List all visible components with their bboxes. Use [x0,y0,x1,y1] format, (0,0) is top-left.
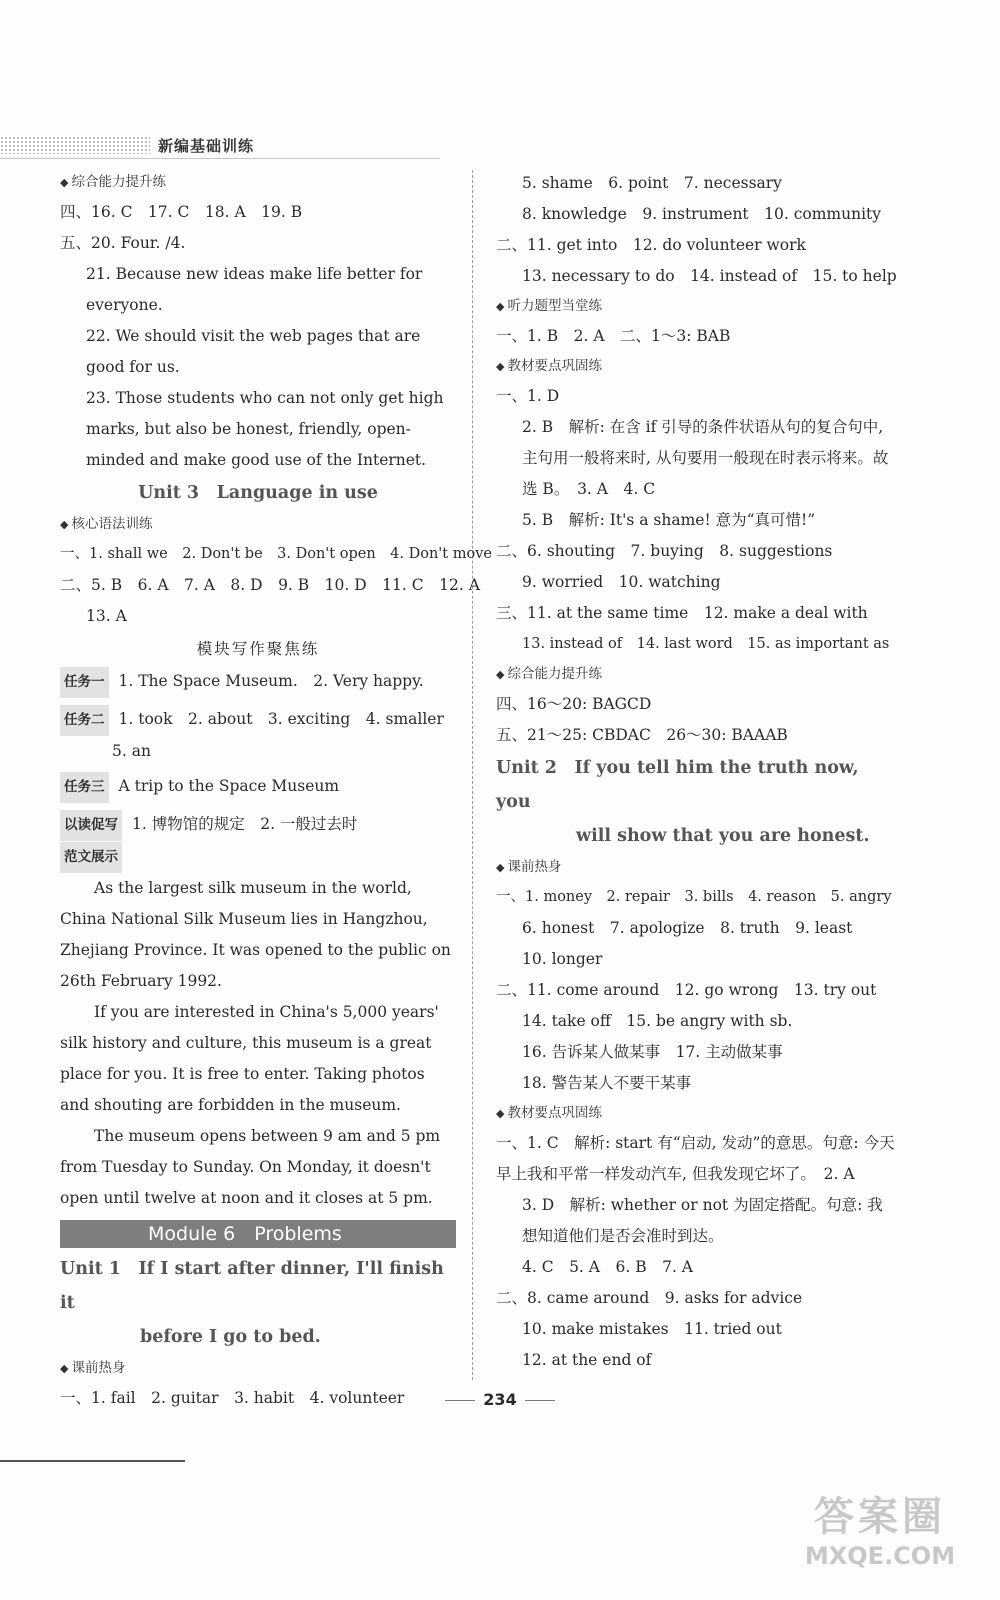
diamond-icon: ◆ [60,518,69,531]
page-number: 234 [0,1390,1000,1409]
sample-paragraph: If you are interested in China's 5,000 years' silk history and culture, this museum is a great place for you. It is free to enter. Taking photos and shouting are forbidden in the museum. [60,1003,439,1114]
section-heading: ◆ 课前热身 [60,1360,126,1376]
task-line: 任务三 A trip to the Space Museum [60,771,456,803]
answer-line: 14. take off 15. be angry with sb. [522,1012,793,1030]
answer-line: 一、1. D [496,387,560,405]
answer-line: 五、21～25: CBDAC 26～30: BAAAB [496,726,788,744]
task-line: 以读促写 1. 博物馆的规定 2. 一般过去时 [60,809,456,841]
answer-line: 二、11. come around 12. go wrong 13. try out [496,981,877,999]
answer-line: 三、11. at the same time 12. make a deal with [496,604,868,622]
header-title: 新编基础训练 [158,136,255,155]
answer-line: 一、1. fail 2. guitar 3. habit 4. volunteer [60,1389,405,1407]
sample-label-line [60,841,456,873]
answer-line: 10. make mistakes 11. tried out [522,1320,782,1338]
watermark-logo: 答案圈 MXQE.COM [804,1494,956,1570]
answer-line: 5. shame 6. point 7. necessary [522,174,782,192]
section-heading: ◆ 综合能力提升练 [60,174,166,190]
answer-line: 五、20. Four. /4. [60,234,186,252]
answer-line: 四、16. C 17. C 18. A 19. B [60,203,303,221]
diamond-icon: ◆ [60,176,69,189]
answer-line: 四、16～20: BAGCD [496,695,652,713]
task-label: 任务一 [60,667,109,698]
answer-line: 13. A [86,607,127,625]
sample-paragraph: As the largest silk museum in the world, China National Silk Museum lies in Hangzhou, Zhejiang Province. It was opened to the public on 26th February 1992. [60,879,451,990]
answer-line: 一、1. shall we 2. Don't be 3. Don't open 4. Don't move [60,546,492,562]
answer-line: 16. 告诉某人做某事 17. 主动做某事 [522,1043,783,1061]
column-divider [472,170,473,1380]
answer-line: 21. Because new ideas make life better for everyone. [86,265,423,314]
answer-line: 2. B 解析: 在含 if 引导的条件状语从句的复合句中, 主句用一般将来时, 从句要用一般现在时表示将来。故选 B。 3. A 4. C [522,418,889,498]
answer-line: 13. necessary to do 14. instead of 15. to help [522,267,897,285]
diamond-icon: ◆ [496,360,505,373]
answer-line: 9. worried 10. watching [522,573,721,591]
answer-line: 23. Those students who can not only get high marks, but also be honest, friendly, open-minded and make good use of the Internet. [86,389,444,469]
answer-line: 18. 警告某人不要干某事 [522,1074,692,1092]
answer-line: 13. instead of 14. last word 15. as important as [522,636,890,652]
answer-line: 4. C 5. A 6. B 7. A [522,1258,693,1276]
unit-title: Unit 3 Language in use [138,483,378,503]
answer-line: 12. at the end of [522,1351,652,1369]
section-heading: ◆ 核心语法训练 [60,516,153,532]
header-rule [0,158,440,159]
bottom-rule [0,1460,185,1462]
answer-line: 二、6. shouting 7. buying 8. suggestions [496,542,833,560]
left-column [60,168,492,1414]
task-label: 范文展示 [60,842,122,873]
diamond-icon: ◆ [496,1107,505,1120]
answer-line: 5. B 解析: It's a shame! 意为“真可惜!” [522,511,816,529]
answer-line: 6. honest 7. apologize 8. truth 9. least [522,919,853,937]
task-label: 任务三 [60,772,109,803]
answer-line: 一、1. C 解析: start 有“启动, 发动”的意思。句意: 今天早上我和平常一样发动汽车, 但我发现它坏了。 2. A [496,1134,895,1183]
diamond-icon: ◆ [496,300,505,313]
answer-line: 10. longer [522,950,603,968]
answer-line: 一、1. money 2. repair 3. bills 4. reason 5. angry [496,889,892,905]
diamond-icon: ◆ [496,668,505,681]
header-dot-pattern [0,136,150,154]
unit-heading: Unit 1 If I start after dinner, I'll finish it before I go to bed. [60,1259,444,1347]
answer-line: 22. We should visit the web pages that are good for us. [86,327,421,376]
writing-section-title: 模块写作聚焦练 [196,640,320,658]
section-heading: ◆ 课前热身 [496,859,562,875]
sample-paragraph: The museum opens between 9 am and 5 pm from Tuesday to Sunday. On Monday, it doesn't open until twelve at noon and it closes at 5 pm. [60,1127,441,1207]
right-column [496,168,896,1376]
answer-line: 8. knowledge 9. instrument 10. community [522,205,882,223]
answer-line: 二、8. came around 9. asks for advice [496,1289,803,1307]
task-line: 任务一 1. The Space Museum. 2. Very happy. [60,666,456,698]
unit-heading: Unit 2 If you tell him the truth now, you will show that you are honest. [496,758,870,846]
answer-line: 3. D 解析: whether or not 为固定搭配。句意: 我想知道他们是否会准时到达。 [522,1196,883,1245]
section-heading: ◆ 教材要点巩固练 [496,1105,602,1121]
diamond-icon: ◆ [496,861,505,874]
module-banner: Module 6 Problems [60,1220,456,1248]
page-header [0,134,300,156]
answer-line: 二、5. B 6. A 7. A 8. D 9. B 10. D 11. C 12. A [60,576,480,594]
answer-line: 一、1. B 2. A 二、1～3: BAB [496,327,731,345]
answer-line: 二、11. get into 12. do volunteer work [496,236,806,254]
task-line: 5. an [112,742,151,760]
task-label: 任务二 [60,705,109,736]
task-label: 以读促写 [60,810,122,841]
diamond-icon: ◆ [60,1362,69,1375]
section-heading: ◆ 教材要点巩固练 [496,358,602,374]
task-line: 任务二 1. took 2. about 3. exciting 4. smaller [60,704,456,736]
section-heading: ◆ 听力题型当堂练 [496,298,602,314]
section-heading: ◆ 综合能力提升练 [496,666,602,682]
